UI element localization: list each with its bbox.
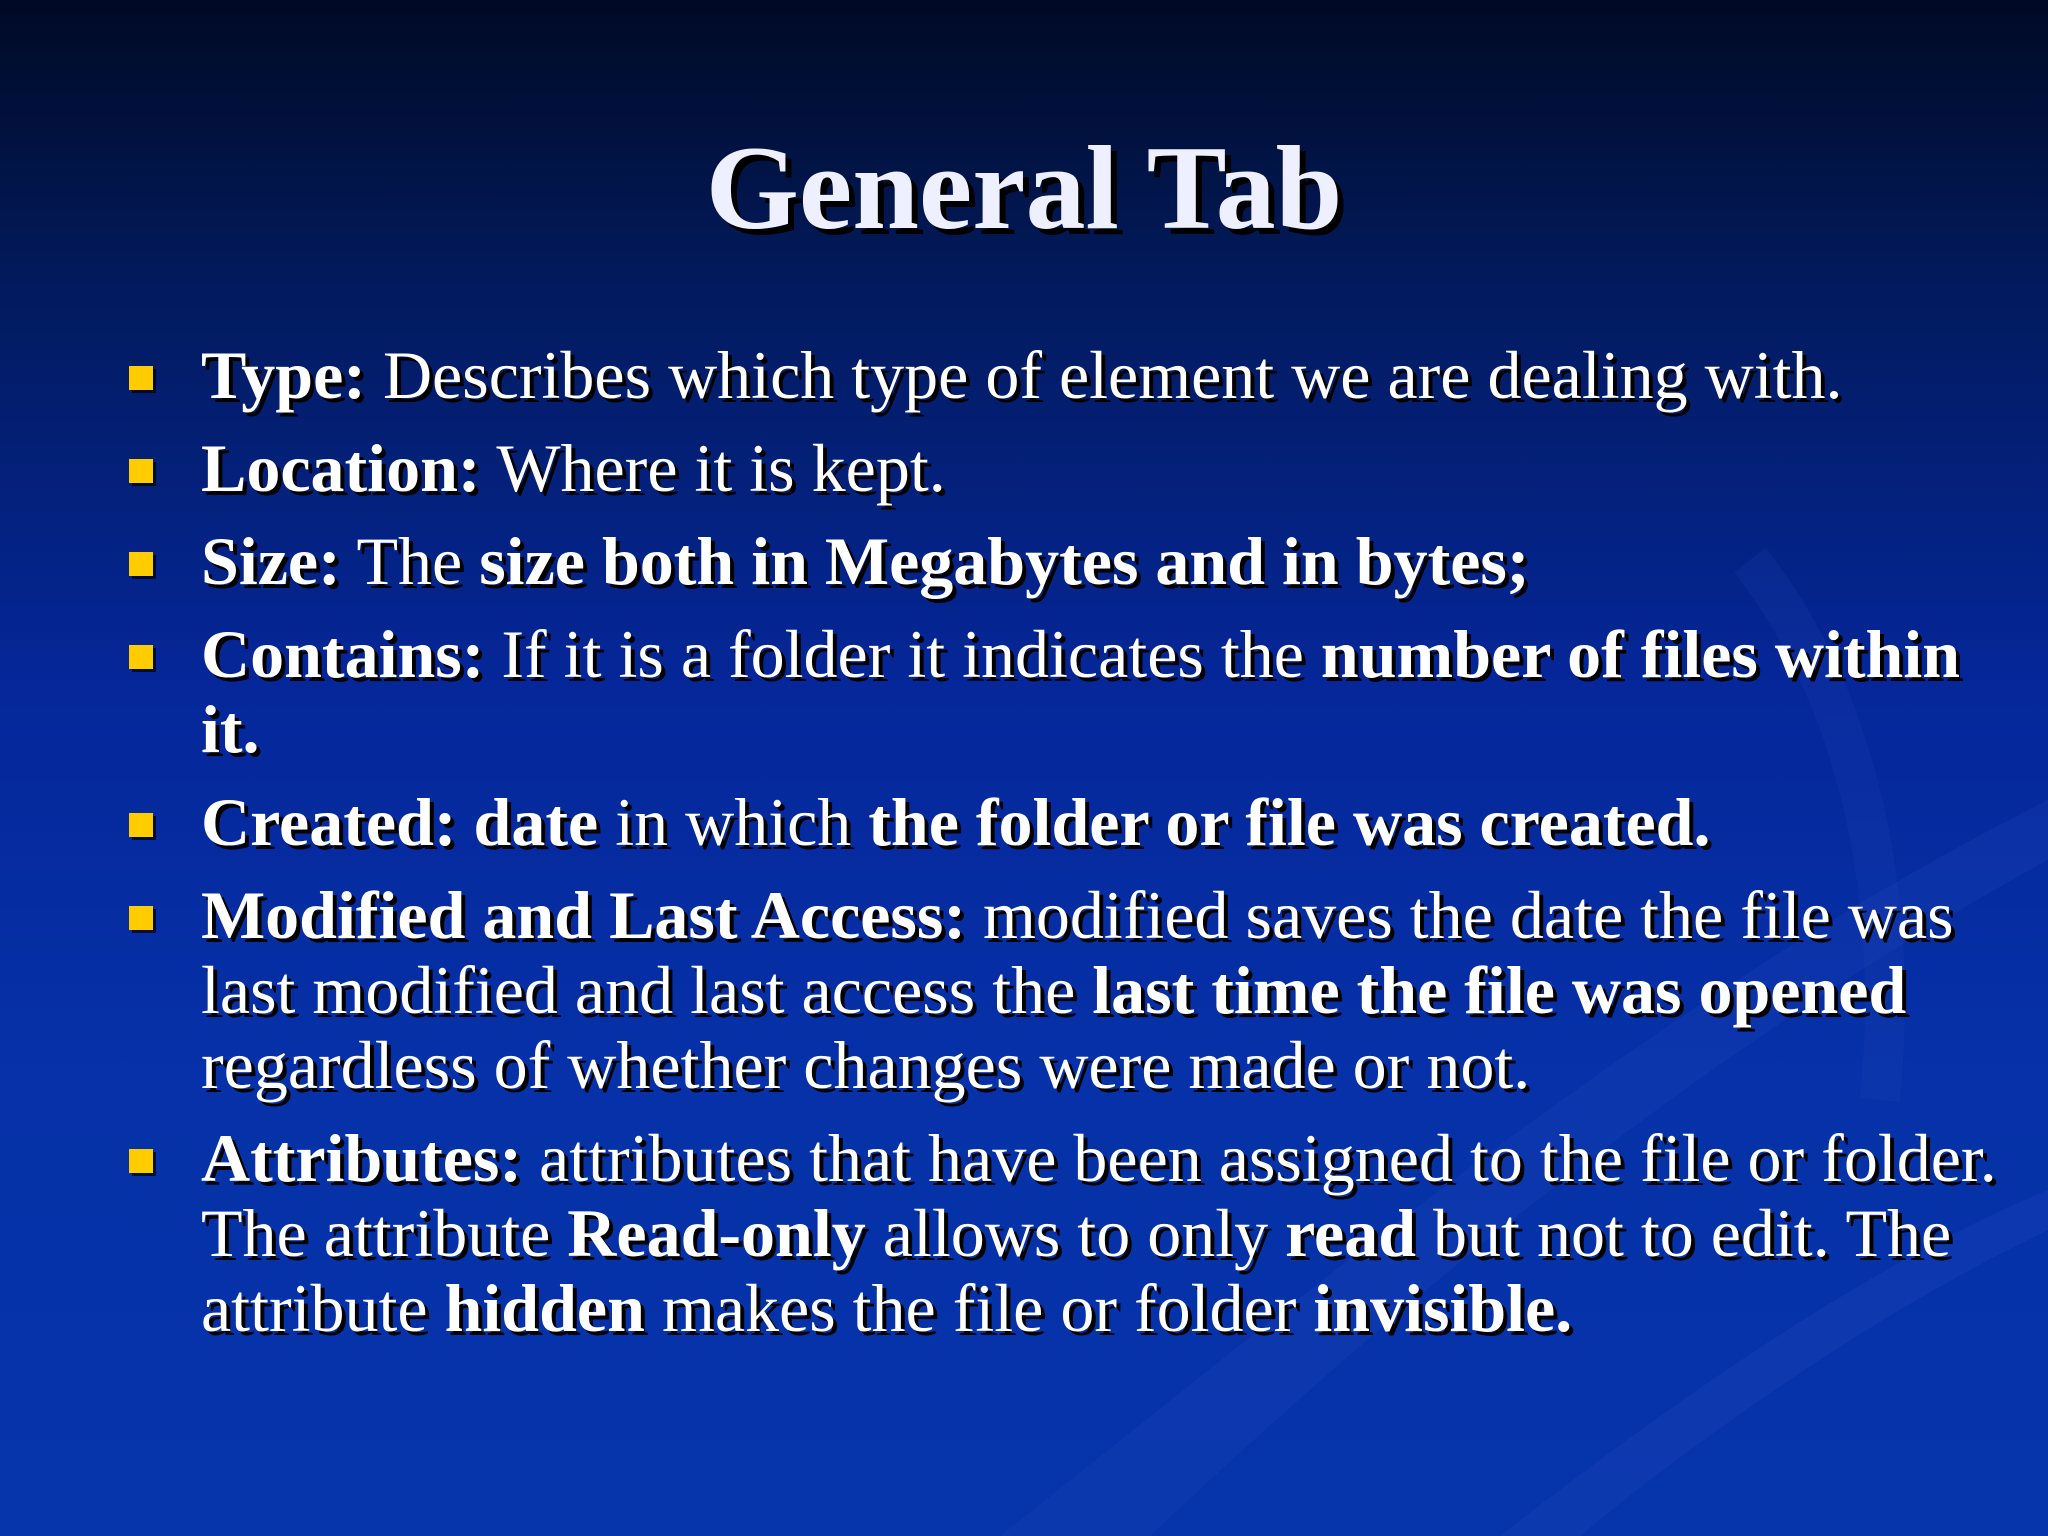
bullet-item bbox=[125, 1121, 2025, 1346]
square-bullet-icon bbox=[129, 1149, 153, 1173]
bullet-text: makes the file or folder bbox=[644, 1270, 1314, 1346]
bullet-text: Describes which type of element we are dealing with. bbox=[365, 337, 1843, 413]
square-bullet-icon bbox=[129, 552, 153, 576]
bullet-item bbox=[125, 617, 2025, 767]
bullet-text: The bbox=[340, 523, 480, 599]
square-bullet-icon bbox=[129, 366, 153, 390]
bullet-text: modified saves the date the file was last modified and last access the bbox=[201, 877, 1954, 1028]
slide-title: General Tab bbox=[705, 121, 1343, 254]
bullet-bold-text: Read-only bbox=[567, 1195, 866, 1271]
bullet-bold-text: the folder or file was created. bbox=[868, 784, 1711, 860]
bullet-text: but not to edit. The attribute bbox=[201, 1195, 1952, 1346]
bullet-item bbox=[125, 785, 2025, 860]
bullet-text: allows to only bbox=[865, 1195, 1286, 1271]
square-bullet-icon bbox=[129, 459, 153, 483]
bullet-bold-text: hidden bbox=[444, 1270, 645, 1346]
bullet-bold-text: size both in Megabytes and in bytes; bbox=[479, 523, 1530, 599]
square-bullet-icon bbox=[129, 906, 153, 930]
bullet-item bbox=[125, 524, 2025, 599]
bullet-bold-text: invisible. bbox=[1313, 1270, 1573, 1346]
bullet-bold-text: Contains: bbox=[201, 616, 485, 692]
square-bullet-icon bbox=[129, 813, 153, 837]
square-bullet-icon bbox=[129, 645, 153, 669]
bullet-bold-text: read bbox=[1285, 1195, 1417, 1271]
bullet-item bbox=[125, 431, 2025, 506]
bullet-bold-text: Created: date bbox=[201, 784, 599, 860]
bullet-bold-text: Location: bbox=[201, 430, 481, 506]
bullet-bold-text: Size: bbox=[201, 523, 341, 599]
bullet-item bbox=[125, 878, 2025, 1103]
bullet-item bbox=[125, 338, 2025, 413]
bullet-text: attributes that have been assigned to the file or folder. The attribute bbox=[201, 1120, 1997, 1271]
bullet-bold-text: Type: bbox=[201, 337, 366, 413]
bullet-list bbox=[125, 338, 2025, 1364]
bullet-bold-text: number of files within it. bbox=[201, 616, 1961, 767]
bullet-text: If it is a folder it indicates the bbox=[484, 616, 1321, 692]
bullet-text: regardless of whether changes were made or not. bbox=[201, 1027, 1531, 1103]
bullet-bold-text: last time the file was opened bbox=[1092, 952, 1907, 1028]
bullet-text: in which bbox=[598, 784, 869, 860]
bullet-bold-text: Attributes: bbox=[201, 1120, 523, 1196]
bullet-bold-text: Modified and Last Access: bbox=[201, 877, 966, 953]
bullet-text: Where it is kept. bbox=[480, 430, 946, 506]
